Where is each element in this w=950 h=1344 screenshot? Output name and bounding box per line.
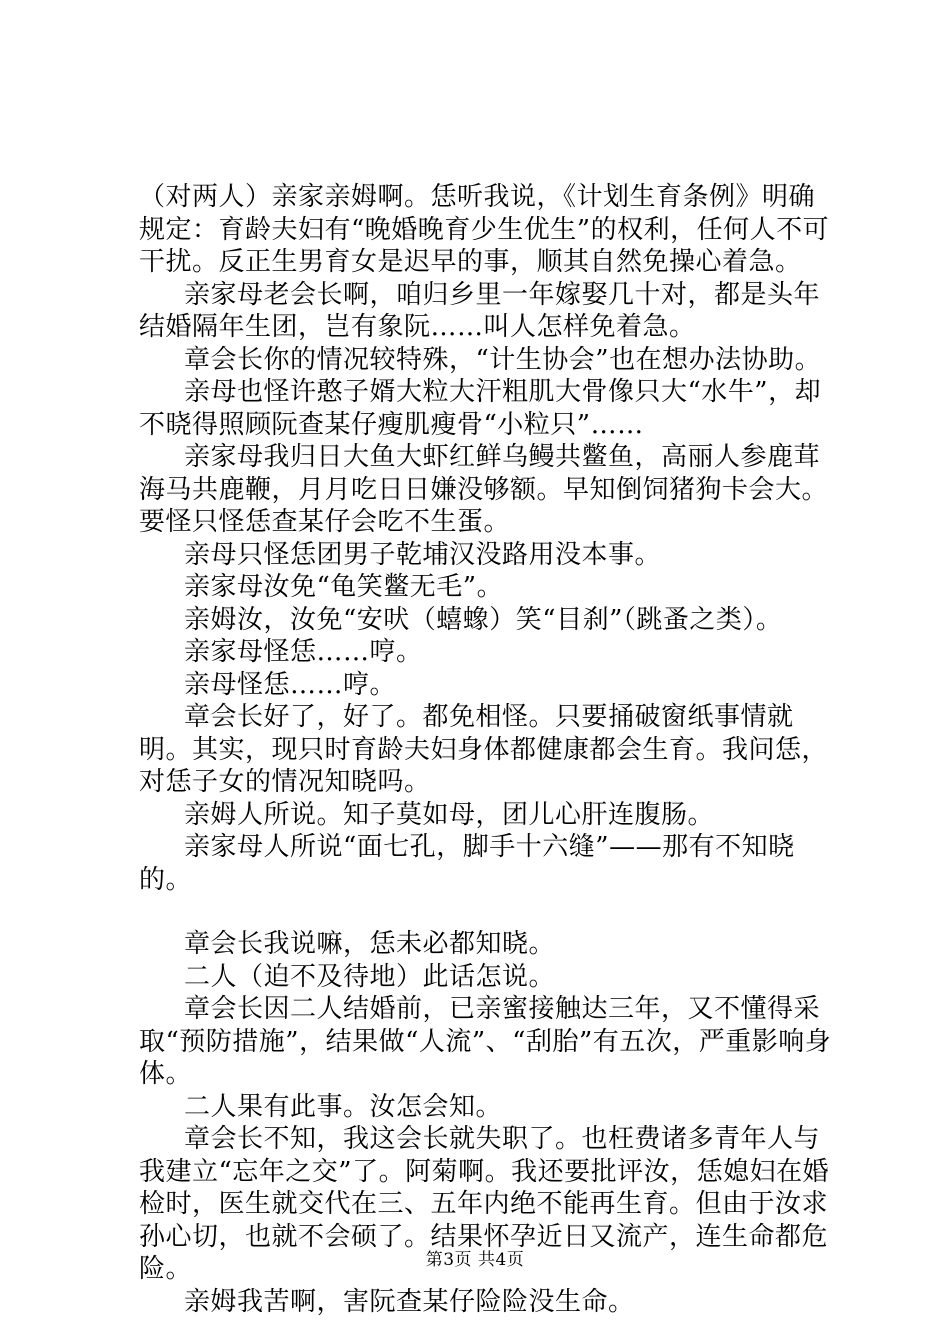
paragraph: 二人（迫不及待地）此话怎说。 xyxy=(184,961,556,992)
paragraph-gap xyxy=(139,896,839,928)
paragraph: 章会长因二人结婚前，已亲蜜接触达三年，又不懂得采取“预防措施”，结果做“人流”、“刮胎”有五次，严重影响身体。 xyxy=(139,994,832,1089)
paragraph: 亲母也怪许憨子婿大粒大汗粗肌大骨像只大“水牛”，却不晓得照顾阮查某仔瘦肌瘦骨“小粒只”…… xyxy=(139,377,822,440)
paragraph: 章会长不知，我这会长就失职了。也枉费诸多青年人与我建立“忘年之交”了。阿菊啊。我还要批评汝，恁媳妇在婚检时，医生就交代在三、五年内绝不能再生育。但由于汝求孙心切，也就不会硕了。结果怀孕近日又流产，连生命都危险。 xyxy=(139,1124,830,1284)
paragraph: 亲家母老会长啊，咱归乡里一年嫁娶几十对，都是头年结婚隔年生团，岂有象阮……叫人怎样免着急。 xyxy=(139,279,821,342)
paragraph: 亲姆我苦啊，害阮查某仔险险没生命。 xyxy=(184,1286,635,1317)
paragraph: 章会长好了，好了。都免相怪。只要捅破窗纸事情就明。其实，现只时育龄夫妇身体都健康都会生育。我问恁，对恁子女的情况知晓吗。 xyxy=(139,702,829,797)
paragraph: 亲姆汝，汝免“安吠（蟢蟓）笑“目刹”（跳蚤之类）。 xyxy=(184,604,783,635)
body-text xyxy=(139,181,839,1318)
paragraph: 章会长你的情况较特殊，“计生协会”也在想办法协助。 xyxy=(184,344,822,375)
page-footer: 第3页 共4页 xyxy=(425,1250,525,1270)
paragraph: 亲家母我归日大鱼大虾红鲜乌鳗共鳖鱼，高丽人参鹿茸海马共鹿鞭，月月吃日日嫌没够额。早知倒饲猪狗卡会大。要怪只怪恁查某仔会吃不生蛋。 xyxy=(139,442,829,537)
paragraph: 二人果有此事。汝怎会知。 xyxy=(184,1091,503,1122)
paragraph: 亲家母汝免“龟笑鳖无毛”。 xyxy=(184,572,504,602)
paragraph: 亲姆人所说。知子莫如母，团儿心肝连腹肠。 xyxy=(184,799,715,830)
paragraph: （对两人）亲家亲姆啊。恁听我说，《计划生育条例》明确规定：育龄夫妇有“晚婚晚育少生优生”的权利，任何人不可干扰。反正生男育女是迟早的事，顺其自然免操心着急。 xyxy=(139,182,830,277)
paragraph: 亲母只怪恁团男子乾埔汉没路用没本事。 xyxy=(184,539,662,570)
paragraph: 章会长我说嘛，恁未必都知晓。 xyxy=(184,929,556,959)
paragraph: 亲母怪恁……哼。 xyxy=(184,669,397,700)
paragraph: 亲家母人所说“面七孔，脚手十六缝”——那有不知晓的。 xyxy=(139,832,795,895)
paragraph: 亲家母怪恁……哼。 xyxy=(184,637,423,667)
